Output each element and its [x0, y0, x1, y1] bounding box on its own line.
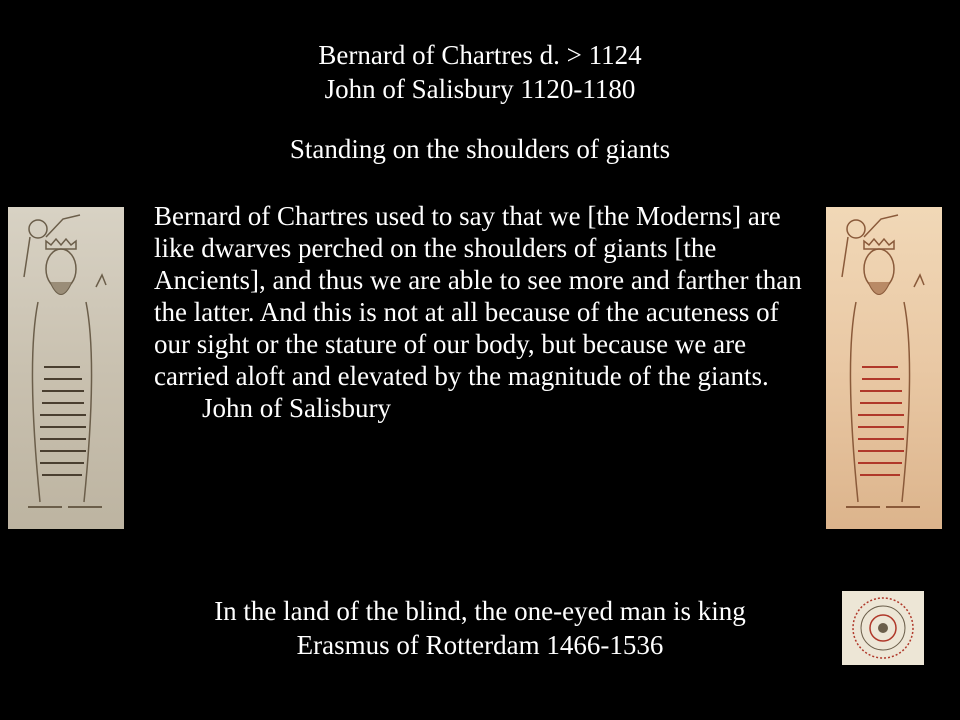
quote-attribution: John of Salisbury: [202, 393, 391, 423]
footer-line-1: In the land of the blind, the one-eyed man is king: [214, 596, 746, 626]
footer-line-2: Erasmus of Rotterdam 1466-1536: [296, 630, 664, 660]
subtitle: Standing on the shoulders of giants: [289, 134, 671, 164]
heading-line-1: Bernard of Chartres d. > 1124: [318, 40, 642, 70]
manuscript-image-right: [826, 207, 942, 529]
quote-text: Bernard of Chartres used to say that we [the Moderns] are like dwarves perched on the shoulders of giants [the Ancients], and thus we are able to see more and farther than the latter. And this is not at all because of the acuteness of our sight or the stature of our body, but because we are carried aloft and elevated by the magnitude of the giants.: [154, 201, 802, 391]
quote-block: [154, 200, 814, 424]
manuscript-image-left: [8, 207, 124, 529]
footer: [0, 594, 960, 662]
manuscript-circle-diagram: [842, 591, 924, 665]
heading-line-2: John of Salisbury 1120-1180: [324, 74, 636, 104]
heading: [0, 38, 960, 106]
